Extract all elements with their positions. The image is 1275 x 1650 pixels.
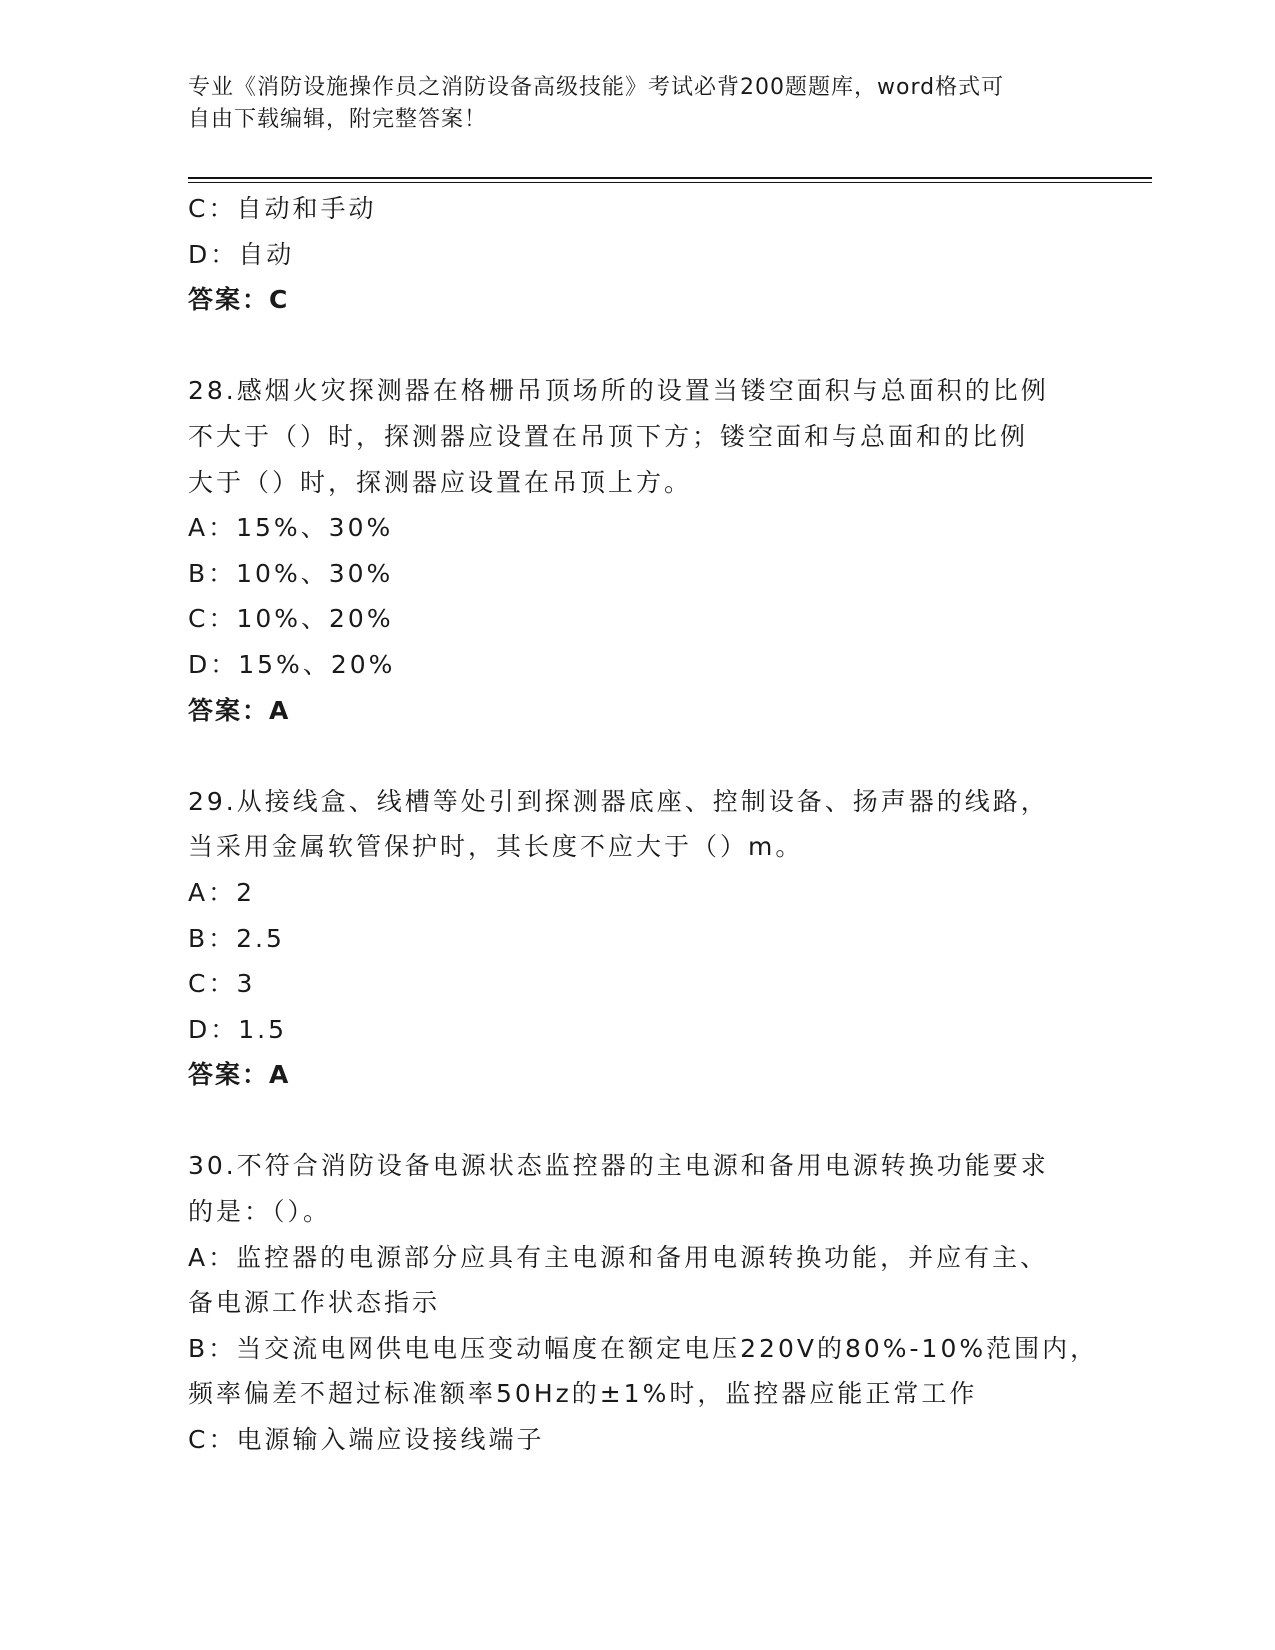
answer-line: 答案：A xyxy=(188,695,291,725)
question-stem-line: 28.感烟火灾探测器在格栅吊顶场所的设置当镂空面积与总面积的比例 xyxy=(188,376,1049,406)
question-stem-line: 大于（）时，探测器应设置在吊顶上方。 xyxy=(188,467,693,497)
page-header xyxy=(188,72,1068,136)
option-b: B：10%、30% xyxy=(188,558,394,588)
question-content xyxy=(188,186,1099,1463)
question-stem-line: 当采用金属软管保护时，其长度不应大于（）m。 xyxy=(188,832,804,862)
option-b-continued: 频率偏差不超过标准额率50Hz的±1%时，监控器应能正常工作 xyxy=(188,1379,978,1409)
option-a-continued: 备电源工作状态指示 xyxy=(188,1288,441,1318)
header-divider-thin xyxy=(188,182,1152,183)
option-d: D：15%、20% xyxy=(188,649,396,679)
option-d: D：1.5 xyxy=(188,1014,288,1044)
header-line-1: 专业《消防设施操作员之消防设备高级技能》考试必背200题题库，word格式可 xyxy=(188,75,1005,100)
option-c: C：10%、20% xyxy=(188,604,394,634)
question-29 xyxy=(188,779,1088,1098)
question-stem-line: 不大于（）时，探测器应设置在吊顶下方；镂空面和与总面和的比例 xyxy=(188,421,1029,451)
spacer xyxy=(188,733,1088,779)
question-stem-line: 的是：（）。 xyxy=(188,1197,332,1227)
option-c: C：3 xyxy=(188,969,256,999)
option-b: B：当交流电网供电电压变动幅度在额定电压220V的80%-10%范围内， xyxy=(188,1333,1099,1363)
option-c: C：自动和手动 xyxy=(188,194,377,223)
question-stem-line: 30.不符合消防设备电源状态监控器的主电源和备用电源转换功能要求 xyxy=(188,1151,1049,1181)
option-a: A：监控器的电源部分应具有主电源和备用电源转换功能，并应有主、 xyxy=(188,1242,1049,1272)
question-28 xyxy=(188,368,1088,733)
option-b: B：2.5 xyxy=(188,923,285,953)
option-d: D：自动 xyxy=(188,239,295,269)
spacer xyxy=(188,1098,1088,1144)
option-a: A：2 xyxy=(188,877,256,907)
option-c: C：电源输入端应设接线端子 xyxy=(188,1425,545,1455)
previous-question-tail xyxy=(188,186,1088,323)
question-stem-line: 29.从接线盒、线槽等处引到探测器底座、控制设备、扬声器的线路， xyxy=(188,786,1049,816)
answer-line: 答案：A xyxy=(188,1060,291,1090)
answer-line: 答案：C xyxy=(188,285,290,315)
option-a: A：15%、30% xyxy=(188,513,394,543)
header-line-2: 自由下载编辑，附完整答案！ xyxy=(188,107,488,132)
header-divider-thick xyxy=(188,177,1152,179)
question-30 xyxy=(188,1143,1099,1462)
spacer xyxy=(188,323,1088,369)
